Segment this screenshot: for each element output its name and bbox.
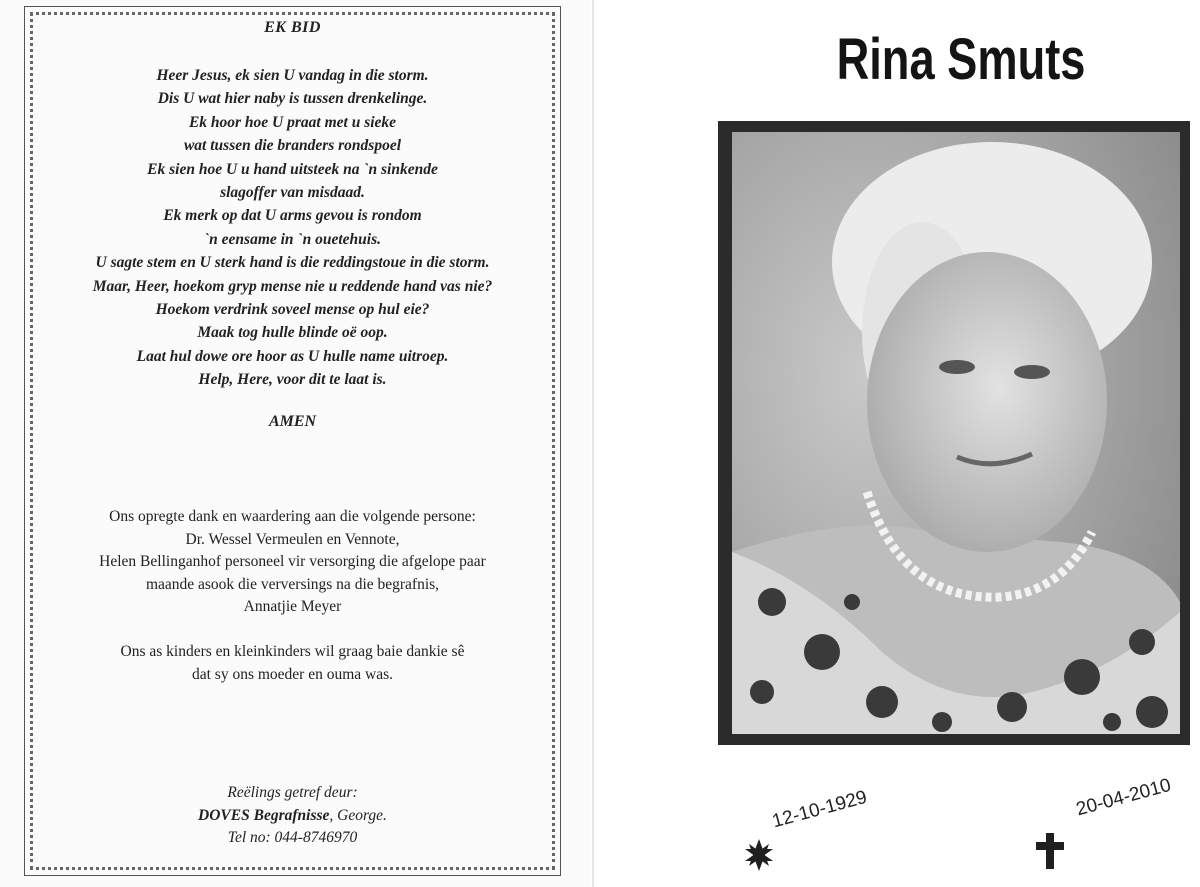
thanks-line: Helen Bellinganhof personeel vir versorging die afgelope paar: [99, 553, 486, 570]
prayer-line: Maar, Heer, hoekom gryp mense nie u reddende hand vas nie?: [92, 277, 493, 295]
prayer-line: Heer Jesus, ek sien U vandag in die storm.: [156, 67, 429, 84]
funeral-company: DOVES Begrafnisse: [198, 806, 330, 824]
children-line: Ons as kinders en kleinkinders wil graag baie dankie sê: [120, 643, 465, 660]
page-fold: [592, 0, 594, 887]
children-thanks: [35, 641, 550, 686]
prayer-line: Maak tog hulle blinde oë oop.: [197, 324, 388, 342]
arrangements-phone: Tel no: 044-8746970: [227, 829, 358, 846]
thanks-line: Dr. Wessel Vermeulen en Vennote,: [185, 530, 400, 548]
thanks-text: [35, 506, 550, 619]
prayer-line: Help, Here, voor dit te laat is.: [198, 371, 387, 389]
funeral-arrangements: [35, 782, 550, 850]
children-line: dat sy ons moeder en ouma was.: [191, 665, 394, 683]
star-icon: [742, 838, 776, 872]
prayer-line: wat tussen die branders rondspoel: [183, 137, 402, 155]
amen: AMEN: [268, 413, 317, 430]
prayer-line: Hoekom verdrink soveel mense op hul eie?: [155, 301, 430, 319]
cross-icon: [1036, 833, 1064, 869]
death-date: 20-04-2010: [1074, 774, 1174, 821]
arrangements-company-line: [35, 805, 550, 828]
prayer-line: Ek sien hoe U u hand uitsteek na `n sinkende: [147, 160, 438, 178]
prayer-line: Dis U wat hier naby is tussen drenkelinge.: [157, 90, 428, 108]
arrangements-heading: Reëlings getref deur:: [227, 784, 358, 801]
prayer-line: Ek merk op dat U arms gevou is rondom: [163, 207, 422, 225]
thanks-line: maande asook die verversings na die begrafnis,: [145, 575, 440, 593]
prayer-title: EK BID: [264, 19, 321, 36]
deceased-name: Rina Smuts: [836, 27, 1086, 92]
funeral-town: , George.: [329, 806, 387, 824]
prayer-line: `n eensame in `n ouetehuis.: [204, 230, 381, 248]
prayer-line: U sagte stem en U sterk hand is die reddingstoue in die storm.: [95, 254, 490, 272]
thanks-line: Ons opregte dank en waardering aan die volgende persone:: [109, 508, 476, 525]
prayer-line: Ek hoor hoe U praat met u sieke: [188, 113, 397, 131]
portrait-photo: [732, 132, 1180, 734]
birth-date: 12-10-1929: [770, 786, 870, 833]
prayer-text: [35, 64, 550, 392]
prayer-line: slagoffer van misdaad.: [220, 184, 365, 202]
thanks-line: Annatjie Meyer: [243, 598, 342, 615]
prayer-line: Laat hul dowe ore hoor as U hulle name uitroep.: [136, 347, 449, 365]
